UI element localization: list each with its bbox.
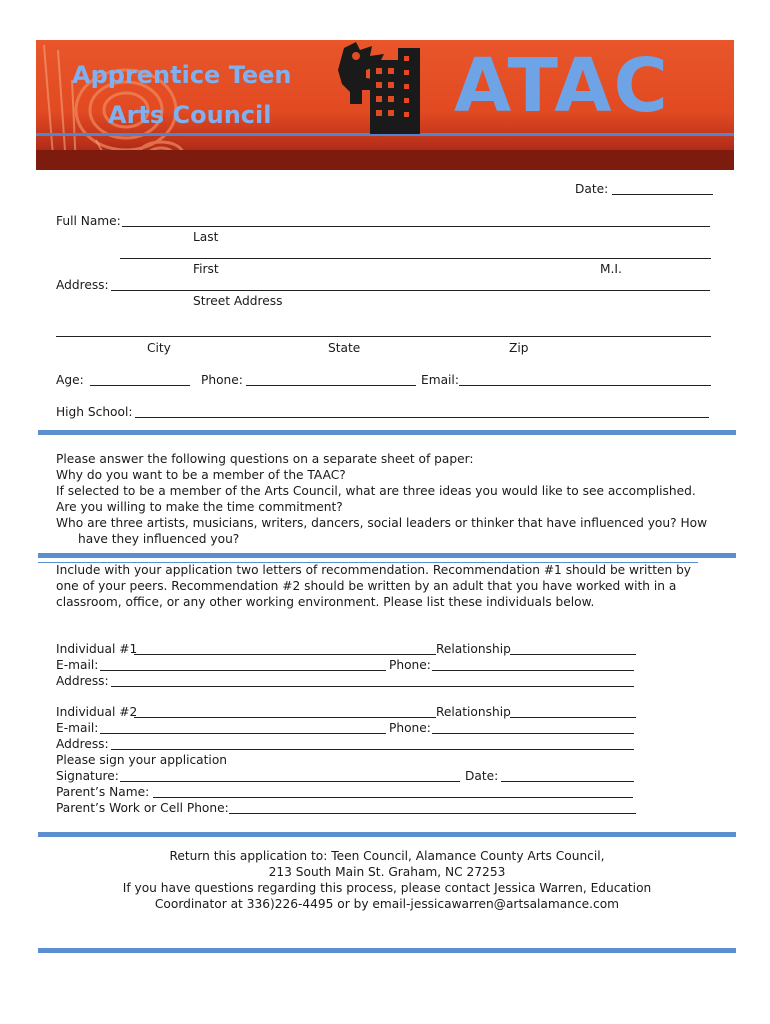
signature-field[interactable] xyxy=(120,781,460,782)
footer-return-line: Return this application to: Teen Council, Alamance County Arts Council, xyxy=(169,849,605,863)
age-label: Age: xyxy=(56,373,84,387)
street-address-caption: Street Address xyxy=(193,294,283,308)
section-divider-3 xyxy=(38,832,736,837)
parent-phone-label: Parent’s Work or Cell Phone: xyxy=(56,801,229,815)
individual-1-relationship-label: Relationship xyxy=(436,642,511,656)
monster-building-logo xyxy=(326,40,436,136)
high-school-label: High School: xyxy=(56,405,133,419)
question-2: If selected to be a member of the Arts Council, what are three ideas you would like to see accomplished. xyxy=(56,484,696,498)
individual-2-email-label: E-mail: xyxy=(56,721,99,735)
signature-label: Signature: xyxy=(56,769,119,783)
email-field[interactable] xyxy=(459,385,711,386)
signature-date-label: Date: xyxy=(465,769,499,783)
signature-date-field[interactable] xyxy=(501,781,634,782)
question-4: Who are three artists, musicians, writers, dancers, social leaders or thinker that have influenced you? How xyxy=(56,516,708,530)
question-1: Why do you want to be a member of the TAAC? xyxy=(56,468,346,482)
program-title-line2: Arts Council xyxy=(108,101,272,129)
first-name-caption: First xyxy=(193,262,219,276)
individual-2-phone-label: Phone: xyxy=(389,721,431,735)
individual-2-address-field[interactable] xyxy=(111,749,634,750)
atac-logo-text: ATAC xyxy=(454,43,670,129)
state-caption: State xyxy=(328,341,361,355)
individual-2-address-label: Address: xyxy=(56,737,109,751)
individual-2-name-field[interactable] xyxy=(134,717,436,718)
parent-name-label: Parent’s Name: xyxy=(56,785,150,799)
date-label: Date: xyxy=(575,182,609,196)
individual-1-phone-label: Phone: xyxy=(389,658,431,672)
middle-initial-caption: M.I. xyxy=(600,262,622,276)
parent-phone-field[interactable] xyxy=(229,813,636,814)
city-caption: City xyxy=(147,341,171,355)
individual-1-email-field[interactable] xyxy=(100,670,386,671)
section-divider-4 xyxy=(38,948,736,953)
section-divider-1 xyxy=(38,430,736,435)
individual-1-address-field[interactable] xyxy=(111,686,634,687)
first-name-field[interactable] xyxy=(120,258,711,259)
header-banner xyxy=(36,40,734,170)
city-state-zip-field[interactable] xyxy=(56,336,711,337)
question-3: Are you willing to make the time commitment? xyxy=(56,500,343,514)
individual-1-email-label: E-mail: xyxy=(56,658,99,672)
questions-intro: Please answer the following questions on a separate sheet of paper: xyxy=(56,452,474,466)
individual-1-phone-field[interactable] xyxy=(432,670,634,671)
individual-1-address-label: Address: xyxy=(56,674,109,688)
email-label: Email: xyxy=(421,373,459,387)
high-school-field[interactable] xyxy=(135,417,709,418)
phone-label: Phone: xyxy=(201,373,243,387)
street-address-field[interactable] xyxy=(111,290,710,291)
phone-field[interactable] xyxy=(246,385,416,386)
individual-1-relationship-field[interactable] xyxy=(510,654,636,655)
individual-2-email-field[interactable] xyxy=(100,733,386,734)
section-divider-2 xyxy=(38,553,736,558)
sign-prompt: Please sign your application xyxy=(56,753,227,767)
recommendation-paragraph-1: Include with your application two letters of recommendation. Recommendation #1 should be written by xyxy=(56,563,692,577)
footer-contact-line: If you have questions regarding this process, please contact Jessica Warren, Education xyxy=(122,881,652,895)
last-name-caption: Last xyxy=(193,230,219,244)
individual-2-relationship-label: Relationship xyxy=(436,705,511,719)
parent-name-field[interactable] xyxy=(153,797,633,798)
date-field[interactable] xyxy=(612,194,713,195)
individual-2-label: Individual #2 xyxy=(56,705,138,719)
individual-2-phone-field[interactable] xyxy=(432,733,634,734)
zip-caption: Zip xyxy=(509,341,529,355)
address-label: Address: xyxy=(56,278,109,292)
banner-bottom-band xyxy=(36,150,734,170)
recommendation-paragraph-2: one of your peers. Recommendation #2 should be written by an adult that you have worked with in a xyxy=(56,579,677,593)
full-name-label: Full Name: xyxy=(56,214,121,228)
footer-coordinator-line: Coordinator at 336)226-4495 or by email-jessicawarren@artsalamance.com xyxy=(154,897,620,911)
individual-2-relationship-field[interactable] xyxy=(510,717,636,718)
program-title-line1: Apprentice Teen xyxy=(72,61,292,89)
footer-address-line: 213 South Main St. Graham, NC 27253 xyxy=(268,865,506,879)
recommendation-paragraph-3: classroom, office, or any other working environment. Please list these individuals below. xyxy=(56,595,595,609)
individual-1-name-field[interactable] xyxy=(134,654,436,655)
individual-1-label: Individual #1 xyxy=(56,642,138,656)
age-field[interactable] xyxy=(90,385,190,386)
last-name-field[interactable] xyxy=(122,226,710,227)
question-4-continued: have they influenced you? xyxy=(78,532,240,546)
